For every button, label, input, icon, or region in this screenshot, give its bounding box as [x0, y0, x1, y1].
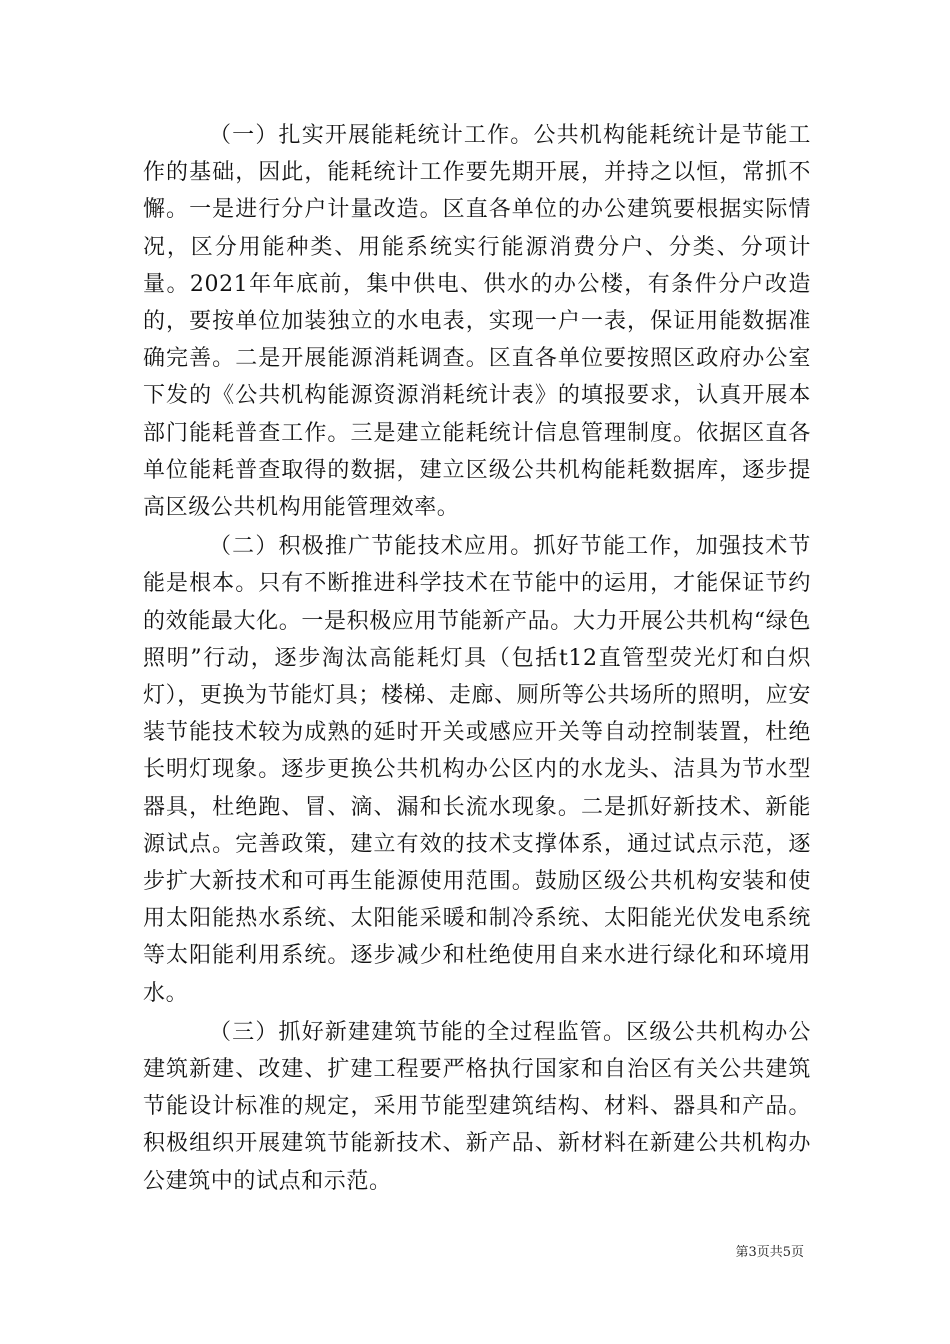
paragraph-new-building-supervision: （三）抓好新建建筑节能的全过程监管。区级公共机构办公建筑新建、改建、扩建工程要严格执行国家和自治区有关公共建筑节能设计标准的规定，采用节能型建筑结构、材料、器具和产品。积极组织开展建筑节能新技术、新产品、新材料在新建公共机构办公建筑中的试点和示范。	[143, 1019, 811, 1194]
paragraph-energy-statistics: （一）扎实开展能耗统计工作。公共机构能耗统计是节能工作的基础，因此，能耗统计工作要先期开展，并持之以恒，常抓不懈。一是进行分户计量改造。区直各单位的办公建筑要根据实际情况，区分用能种类、用能系统实行能源消费分户、分类、分项计量。2021年年底前，集中供电、供水的办公楼，有条件分户改造的，要按单位加装独立的水电表，实现一户一表，保证用能数据准确完善。二是开展能源消耗调查。区直各单位要按照区政府办公室下发的《公共机构能源资源消耗统计表》的填报要求，认真开展本部门能耗普查工作。三是建立能耗统计信息管理制度。依据区直各单位能耗普查取得的数据，建立区级公共机构能耗数据库，逐步提高区级公共机构用能管理效率。	[143, 123, 811, 521]
paragraph-energy-technology: （二）积极推广节能技术应用。抓好节能工作，加强技术节能是根本。只有不断推进科学技术在节能中的运用，才能保证节约的效能最大化。一是积极应用节能新产品。大力开展公共机构“绿色照明”行动，逐步淘汰高能耗灯具（包括t12直管型荧光灯和白炽灯），更换为节能灯具；楼梯、走廊、厕所等公共场所的照明，应安装节能技术较为成熟的延时开关或感应开关等自动控制装置，杜绝长明灯现象。逐步更换公共机构办公区内的水龙头、洁具为节水型器具，杜绝跑、冒、滴、漏和长流水现象。二是抓好新技术、新能源试点。完善政策，建立有效的技术支撑体系，通过试点示范，逐步扩大新技术和可再生能源使用范围。鼓励区级公共机构安装和使用太阳能热水系统、太阳能采暖和制冷系统、太阳能光伏发电系统等太阳能利用系统。逐步减少和杜绝使用自来水进行绿化和环境用水。	[143, 534, 811, 1006]
document-body	[143, 117, 811, 1202]
page-number-footer: 第3页共5页	[735, 1245, 804, 1260]
